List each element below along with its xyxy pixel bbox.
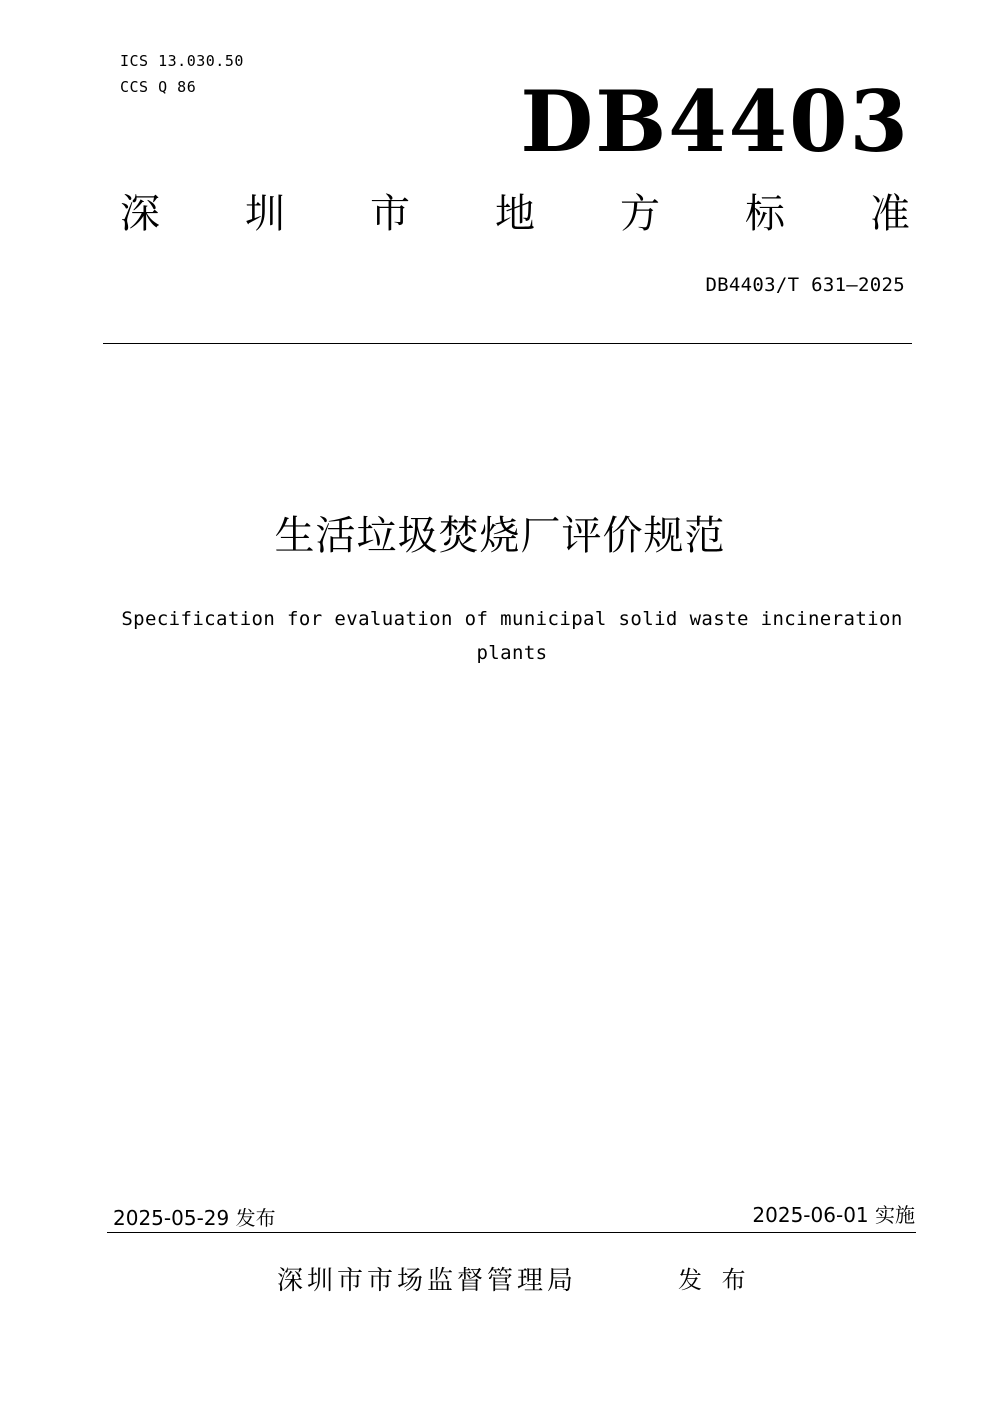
top-divider <box>103 343 912 344</box>
bottom-divider <box>107 1232 916 1233</box>
ccs-code: CCS Q 86 <box>120 78 197 96</box>
issue-date: 2025-05-29 发布 <box>113 1206 276 1230</box>
ics-code: ICS 13.030.50 <box>120 52 244 70</box>
standard-type-char: 方 <box>620 191 660 237</box>
document-title-english: Specification for evaluation of municipal solid waste incineration plants <box>121 608 903 664</box>
db-logo: DB4403 <box>520 72 910 171</box>
standard-type-char: 标 <box>745 191 785 237</box>
standard-type-char: 圳 <box>245 191 285 237</box>
standard-type-char: 地 <box>495 191 535 237</box>
standard-type-char: 深 <box>120 191 160 237</box>
standard-type-char: 市 <box>370 191 410 237</box>
implementation-date: 2025-06-01 实施 <box>752 1203 915 1227</box>
standard-type-heading <box>120 191 910 237</box>
document-title-chinese: 生活垃圾焚烧厂评价规范 <box>274 513 726 559</box>
standard-type-char: 准 <box>870 191 910 237</box>
issuing-authority: 深圳市市场监督管理局 <box>277 1266 578 1296</box>
standard-number: DB4403/T 631—2025 <box>705 274 905 296</box>
publish-label: 发 布 <box>678 1266 752 1294</box>
